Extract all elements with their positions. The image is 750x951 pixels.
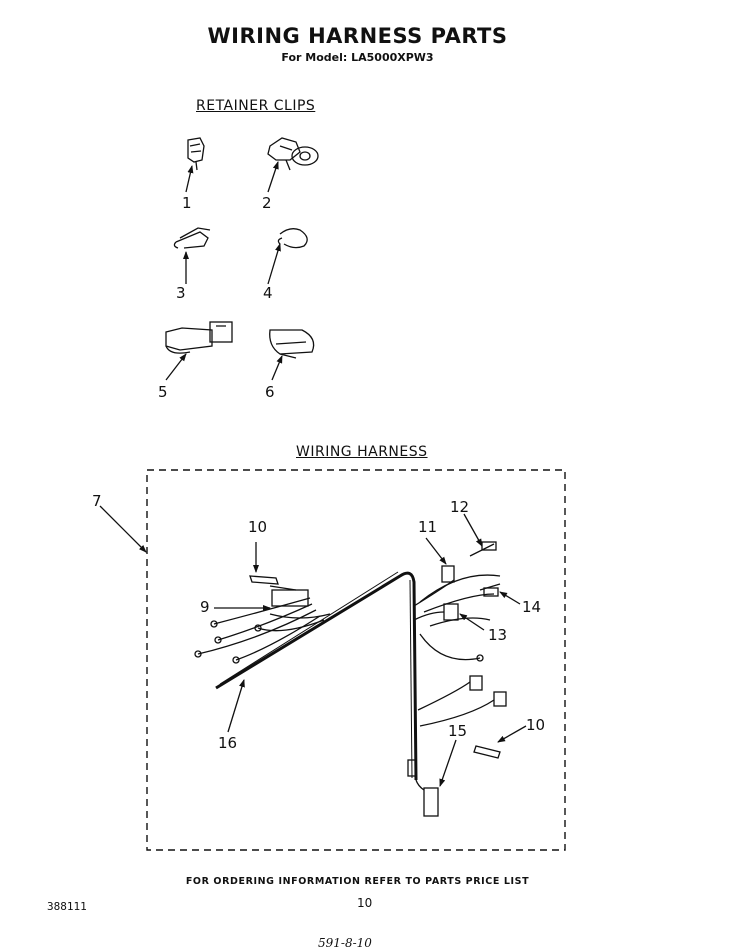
callout-14: 14	[522, 598, 542, 616]
callout-15: 15	[448, 722, 468, 740]
callout-1: 1	[182, 194, 192, 212]
page-number: 10	[357, 896, 373, 910]
callout-10-bottom: 10	[526, 716, 546, 734]
callout-13: 13	[488, 626, 508, 644]
retainer-clip-3-icon	[174, 228, 210, 248]
retainer-clip-1-icon	[188, 138, 204, 170]
retainer-clip-4-icon	[278, 229, 307, 248]
model-subtitle: For Model: LA5000XPW3	[281, 51, 434, 64]
wiring-harness-assembly-icon	[195, 542, 506, 816]
page-title: WIRING HARNESS PARTS	[207, 24, 508, 48]
ordering-note: FOR ORDERING INFORMATION REFER TO PARTS PRICE LIST	[185, 876, 530, 887]
wiring-harness-heading: WIRING HARNESS	[296, 444, 428, 460]
callout-10-top: 10	[248, 518, 268, 536]
callout-7: 7	[92, 492, 102, 510]
callout-3: 3	[176, 284, 186, 302]
callout-5: 5	[158, 383, 168, 401]
callout-4: 4	[263, 284, 273, 302]
retainer-clip-2-icon	[268, 138, 318, 170]
callout-11: 11	[418, 518, 438, 536]
callout-2: 2	[262, 194, 272, 212]
callout-12: 12	[450, 498, 470, 516]
handwritten-note: 591-8-10	[318, 936, 372, 950]
callout-6: 6	[265, 383, 275, 401]
callout-9: 9	[200, 598, 210, 616]
retainer-clip-6-icon	[270, 330, 314, 358]
document-code: 388111	[47, 900, 87, 913]
callout-16: 16	[218, 734, 238, 752]
retainer-clip-5-icon	[166, 322, 232, 353]
retainer-clips-heading: RETAINER CLIPS	[196, 98, 316, 114]
harness-frame	[147, 470, 565, 850]
